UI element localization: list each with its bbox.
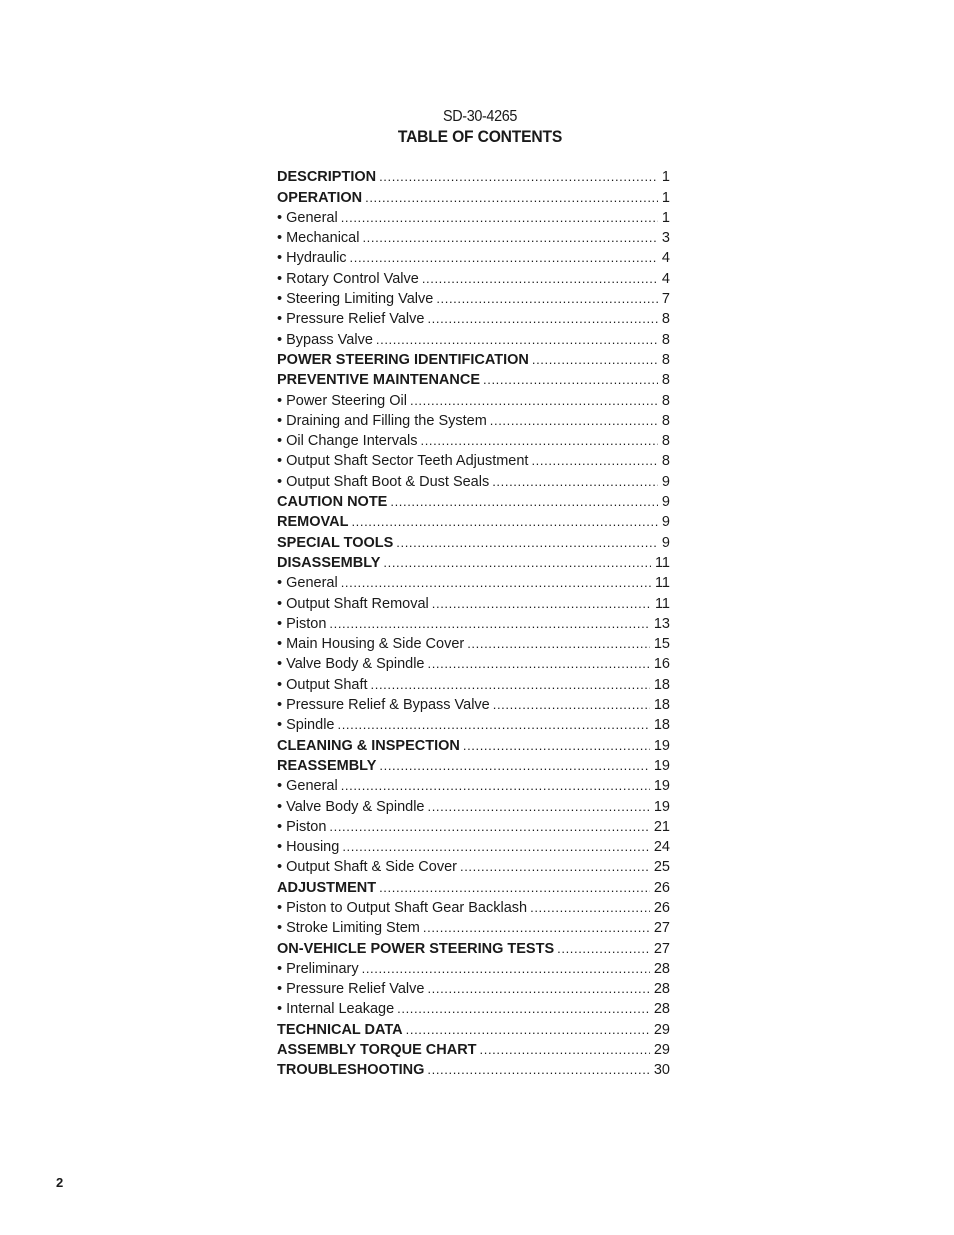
dot-leader [467,634,650,654]
dot-leader [480,1040,650,1060]
toc-entry-label: • Mechanical [277,230,360,247]
toc-entry-page: 11 [654,554,670,571]
toc-subsection-entry [277,431,670,451]
dot-leader [406,1020,650,1040]
toc-entry-label: • Bypass Valve [277,331,373,348]
dot-leader [422,269,658,289]
dot-leader [341,208,658,228]
toc-subsection-entry [277,471,670,491]
dot-leader [329,614,649,634]
toc-entry-label: • Rotary Control Valve [277,270,419,287]
toc-entry-page: 4 [661,270,670,287]
dot-leader [492,472,658,492]
toc-entry-page: 1 [661,209,670,226]
toc-entry-page: 19 [653,757,670,774]
toc-section-entry [277,187,670,207]
dot-leader [436,289,658,309]
toc-entry-label: • Main Housing & Side Cover [277,636,465,653]
toc-entry-label: • Draining and Filling the System [277,412,487,429]
toc-entry-label: ADJUSTMENT [277,879,377,896]
toc-subsection-entry [277,614,670,634]
toc-subsection-entry [277,289,670,309]
toc-entry-label: • Piston [277,615,327,632]
toc-subsection-entry [277,857,670,877]
toc-entry-label: • Pressure Relief Valve [277,981,425,998]
toc-entry-label: TROUBLESHOOTING [277,1062,425,1079]
toc-section-entry [277,350,670,370]
toc-entry-page: 9 [661,534,670,551]
toc-entry-label: • Hydraulic [277,250,347,267]
toc-entry-label: • Piston [277,818,327,835]
toc-entry-label: CLEANING & INSPECTION [277,737,460,754]
toc-entry-page: 3 [661,230,670,247]
toc-entry-page: 27 [653,920,670,937]
toc-entry-page: 8 [661,311,670,328]
toc-entry-page: 4 [661,250,670,267]
toc-entry-label: • General [277,209,338,226]
toc-entry-page: 30 [653,1062,670,1079]
dot-leader [379,167,658,187]
toc-entry-page: 28 [653,960,670,977]
toc-section-entry [277,553,670,573]
toc-entry-label: • Stroke Limiting Stem [277,920,420,937]
toc-entry-page: 9 [661,514,670,531]
toc-subsection-entry [277,918,670,938]
dot-leader [351,512,657,532]
dot-leader [490,411,658,431]
toc-entry-page: 24 [653,839,670,856]
page-title: TABLE OF CONTENTS [397,127,563,146]
toc-entry-page: 18 [653,676,670,693]
toc-subsection-entry [277,573,670,593]
toc-section-entry [277,1060,670,1080]
toc-subsection-entry [277,411,670,431]
toc-section-entry [277,1040,670,1060]
toc-entry-label: • Valve Body & Spindle [277,798,425,815]
toc-subsection-entry [277,268,670,288]
toc-entry-page: 19 [653,778,670,795]
toc-subsection-entry [277,959,670,979]
toc-entry-page: 29 [653,1042,670,1059]
toc-entry-label: • Output Shaft Boot & Dust Seals [277,473,490,490]
toc-subsection-entry [277,309,670,329]
toc-subsection-entry [277,837,670,857]
toc-entry-label: • Output Shaft Sector Teeth Adjustment [277,453,529,470]
toc-entry-page: 9 [661,473,670,490]
dot-leader [376,330,658,350]
toc-entry-label: ON-VEHICLE POWER STEERING TESTS [277,940,555,957]
toc-entry-label: SPECIAL TOOLS [277,534,394,551]
dot-leader [423,918,650,938]
toc-entry-label: POWER STEERING IDENTIFICATION [277,351,529,368]
toc-entry-label: • Internal Leakage [277,1001,395,1018]
toc-entry-label: REASSEMBLY [277,757,377,774]
toc-section-entry [277,512,670,532]
toc-subsection-entry [277,776,670,796]
toc-section-entry [277,532,670,552]
dot-leader [493,695,650,715]
toc-entry-label: OPERATION [277,189,363,206]
toc-section-entry [277,167,670,187]
dot-leader [341,573,651,593]
dot-leader [362,959,650,979]
toc-subsection-entry [277,796,670,816]
toc-entry-label: • Pressure Relief & Bypass Valve [277,697,490,714]
dot-leader [379,756,649,776]
toc-entry-page: 26 [653,879,670,896]
toc-entry-label: • General [277,778,338,795]
dot-leader [460,857,650,877]
page-number: 2 [56,1175,64,1190]
toc-section-entry [277,735,670,755]
toc-entry-page: 19 [653,798,670,815]
toc-entry-label: • Spindle [277,717,335,734]
toc-entry-label: ASSEMBLY TORQUE CHART [277,1042,477,1059]
toc-entry-page: 19 [653,737,670,754]
dot-leader [427,1060,649,1080]
toc-entry-label: • Pressure Relief Valve [277,311,425,328]
toc-entry-label: REMOVAL [277,514,349,531]
toc-entry-page: 18 [653,697,670,714]
toc-subsection-entry [277,248,670,268]
toc-entry-page: 8 [661,331,670,348]
toc-section-entry [277,877,670,897]
dot-leader [362,228,657,248]
toc-entry-label: • Output Shaft & Side Cover [277,859,457,876]
toc-entry-label: CAUTION NOTE [277,494,388,511]
toc-section-entry [277,756,670,776]
toc-entry-label: • Output Shaft Removal [277,595,429,612]
toc-subsection-entry [277,208,670,228]
toc-entry-page: 28 [653,1001,670,1018]
dot-leader [329,817,649,837]
toc-subsection-entry [277,634,670,654]
toc-entry-page: 21 [653,818,670,835]
toc-entry-label: DESCRIPTION [277,169,377,186]
dot-leader [342,837,650,857]
toc-subsection-entry [277,715,670,735]
dot-leader [557,939,650,959]
toc-entry-label: PREVENTIVE MAINTENANCE [277,372,481,389]
toc-entry-page: 13 [653,615,670,632]
toc-entry-page: 1 [661,169,670,186]
toc-subsection-entry [277,674,670,694]
dot-leader [410,391,658,411]
toc-entry-label: • Power Steering Oil [277,392,407,409]
toc-subsection-entry [277,451,670,471]
toc-entry-label: DISASSEMBLY [277,554,381,571]
toc-entry-page: 29 [653,1021,670,1038]
dot-leader [371,675,650,695]
toc-entry-label: • Housing [277,839,340,856]
toc-section-entry [277,370,670,390]
toc-entry-label: • Preliminary [277,960,359,977]
toc-entry-page: 8 [661,412,670,429]
toc-entry-page: 8 [661,433,670,450]
toc-entry-page: 8 [661,351,670,368]
toc-subsection-entry [277,999,670,1019]
toc-entry-page: 7 [661,291,670,308]
toc-entry-label: • Piston to Output Shaft Gear Backlash [277,899,528,916]
toc-entry-page: 11 [654,595,670,612]
dot-leader [427,797,649,817]
toc-entry-page: 28 [653,981,670,998]
toc-entry-page: 8 [661,453,670,470]
dot-leader [390,492,658,512]
toc-subsection-entry [277,817,670,837]
dot-leader [337,715,649,735]
dot-leader [397,999,650,1019]
toc-subsection-entry [277,593,670,613]
toc-subsection-entry [277,228,670,248]
toc-entry-page: 15 [653,636,670,653]
toc-subsection-entry [277,695,670,715]
toc-entry-label: • Steering Limiting Valve [277,291,434,308]
dot-leader [365,188,658,208]
toc-subsection-entry [277,329,670,349]
toc-subsection-entry [277,979,670,999]
dot-leader [432,594,651,614]
dot-leader [383,553,651,573]
dot-leader [530,898,650,918]
dot-leader [427,309,657,329]
toc-section-entry [277,938,670,958]
toc-entry-label: • Valve Body & Spindle [277,656,425,673]
table-of-contents [277,167,670,1080]
toc-section-entry [277,1019,670,1039]
toc-entry-page: 8 [661,392,670,409]
dot-leader [427,654,649,674]
toc-entry-label: • Output Shaft [277,676,368,693]
toc-entry-page: 11 [654,575,670,592]
toc-entry-page: 25 [653,859,670,876]
toc-entry-label: • General [277,575,338,592]
toc-subsection-entry [277,898,670,918]
toc-entry-page: 26 [653,899,670,916]
dot-leader [341,776,650,796]
dot-leader [396,533,658,553]
toc-subsection-entry [277,654,670,674]
dot-leader [427,979,649,999]
toc-entry-page: 8 [661,372,670,389]
toc-entry-page: 27 [653,940,670,957]
document-number: SD-30-4265 [442,108,518,125]
dot-leader [463,736,650,756]
toc-entry-page: 16 [653,656,670,673]
toc-entry-page: 9 [661,494,670,511]
dot-leader [379,878,650,898]
toc-entry-page: 1 [661,189,670,206]
dot-leader [350,248,658,268]
toc-subsection-entry [277,390,670,410]
toc-entry-page: 18 [653,717,670,734]
toc-entry-label: • Oil Change Intervals [277,433,418,450]
dot-leader [531,451,657,471]
dot-leader [532,350,658,370]
dot-leader [483,370,658,390]
toc-section-entry [277,492,670,512]
dot-leader [420,431,657,451]
toc-entry-label: TECHNICAL DATA [277,1021,403,1038]
